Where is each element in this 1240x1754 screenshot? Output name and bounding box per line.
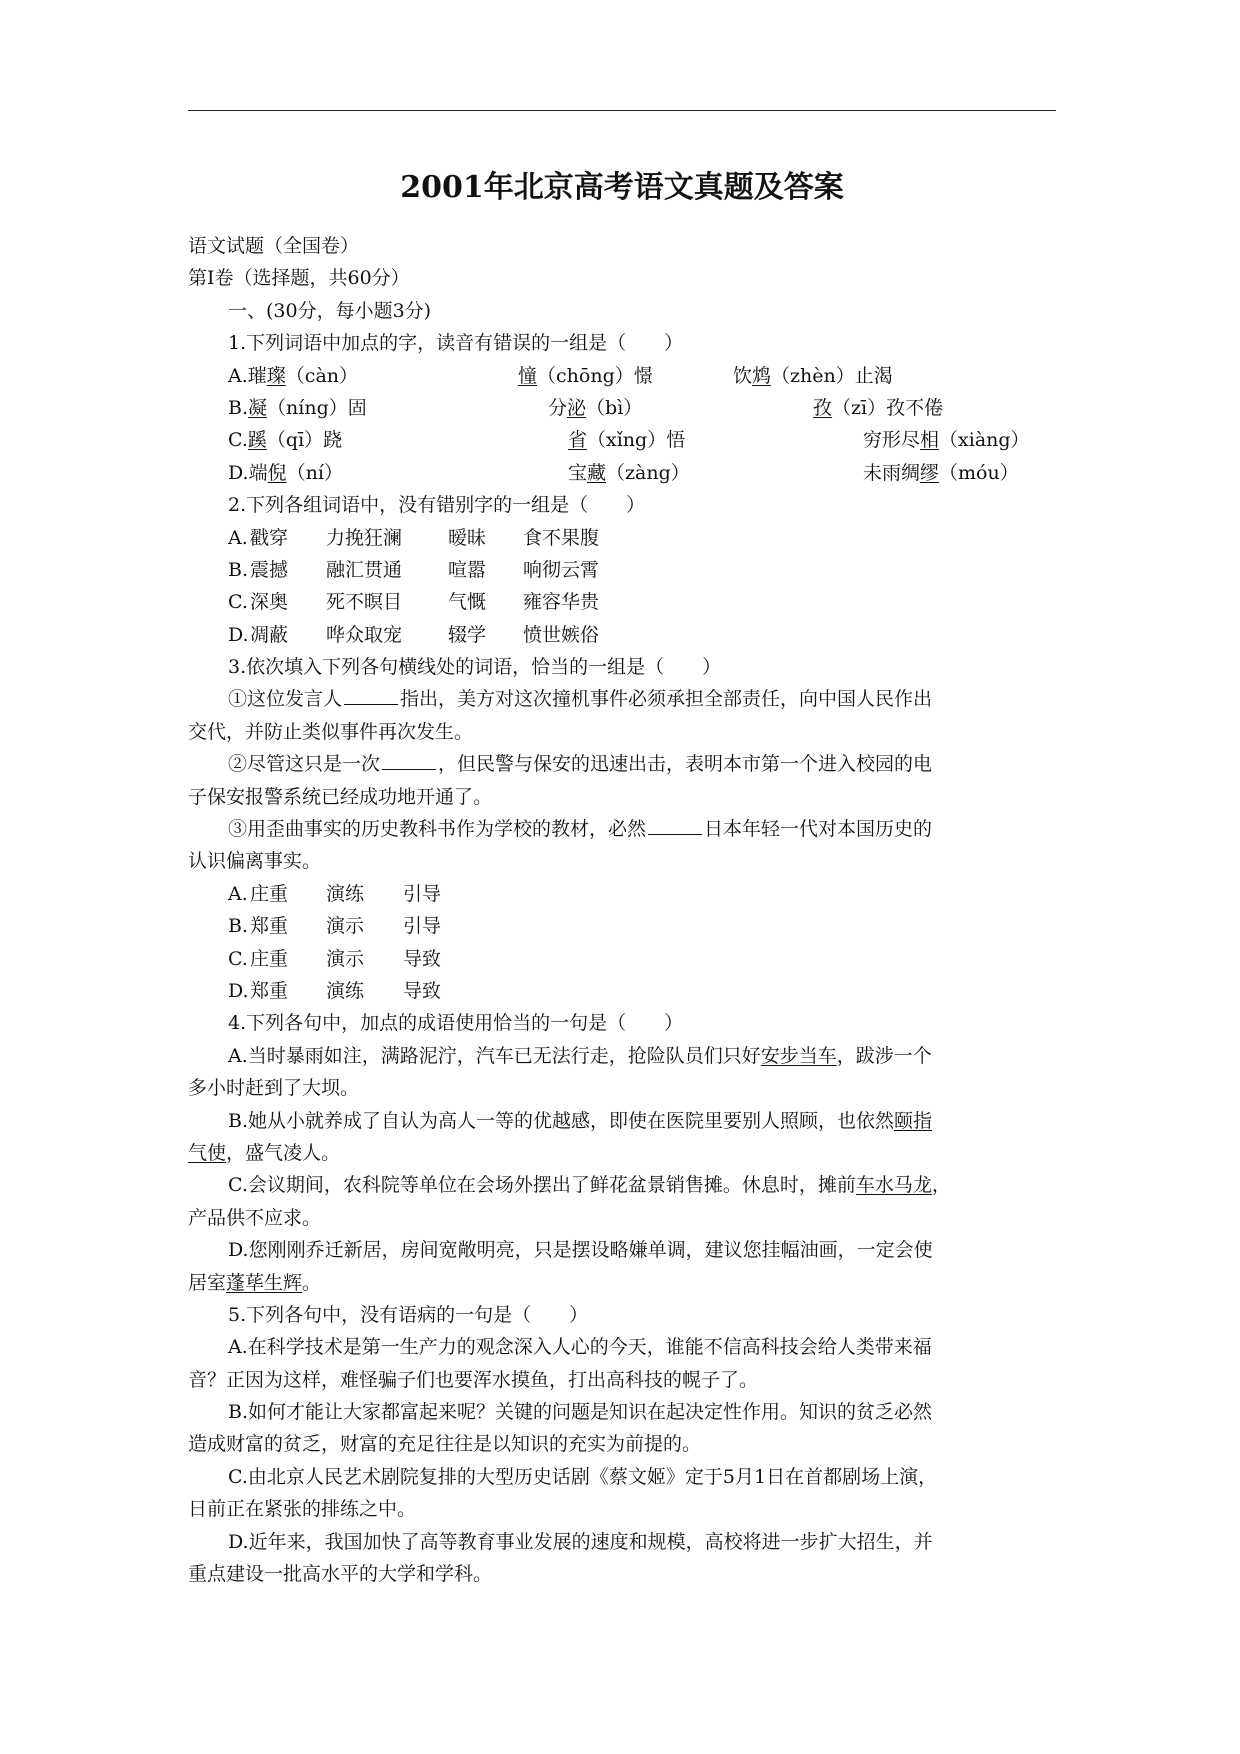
fill-blank <box>382 751 436 770</box>
option-word: 戳穿 <box>250 526 289 549</box>
option-label: A. <box>228 882 248 905</box>
document-body <box>188 230 1056 1590</box>
text-span: 饮 <box>733 364 753 387</box>
question-2-options <box>188 522 1056 652</box>
option-word: 庄重 <box>250 882 289 905</box>
option-term <box>568 457 690 489</box>
option-word: 凋蔽 <box>250 623 289 646</box>
question-1-option-b <box>188 392 1056 424</box>
question-3-option-d <box>188 975 1056 1007</box>
pinyin-reading: （móu） <box>939 461 1019 484</box>
text-span: ，但民警与保安的迅速出击，表明本市第一个进入校园的电 <box>438 753 933 776</box>
question-3-sentence-2 <box>188 748 1056 780</box>
text-span: 穷形尽 <box>863 429 921 452</box>
pinyin-reading: （zhèn）止渴 <box>771 364 893 387</box>
marked-char: 凝 <box>248 396 268 419</box>
pinyin-reading: （chōng）憬 <box>537 364 653 387</box>
pinyin-reading: （níng）固 <box>267 396 367 419</box>
question-1-stem: 1.下列词语中加点的字，读音有错误的一组是（ ） <box>228 332 684 355</box>
question-2-option-b <box>188 554 1056 586</box>
marked-char: 憧 <box>518 364 538 387</box>
text-span: 宝 <box>568 461 588 484</box>
option-word: 哗众取宠 <box>326 623 403 646</box>
option-word: 引导 <box>403 915 442 938</box>
question-3-option-a <box>188 878 1056 910</box>
marked-char: 璨 <box>266 364 286 387</box>
question-5-option-a-cont: 音？正因为这样，难怪骗子们也要浑水摸鱼，打出高科技的幌子了。 <box>188 1368 759 1391</box>
marked-char: 蹊 <box>247 429 267 452</box>
question-3-option-c <box>188 943 1056 975</box>
text-span: ， <box>931 1174 951 1197</box>
option-term <box>733 360 893 392</box>
pinyin-reading: （bì） <box>586 396 643 419</box>
question-4-option-c-cont: 产品供不应求。 <box>188 1206 322 1229</box>
option-word: 引导 <box>403 882 442 905</box>
option-word: 演练 <box>326 979 365 1002</box>
marked-idiom: 气使 <box>188 1141 227 1164</box>
option-label: D. <box>228 623 249 646</box>
option-word: 死不暝目 <box>326 591 403 614</box>
question-5-stem: 5.下列各句中，没有语病的一句是（ ） <box>228 1303 589 1326</box>
question-1-option-d <box>188 457 1056 489</box>
question-2-stem: 2.下列各组词语中，没有错别字的一组是（ ） <box>228 494 646 517</box>
option-word: 响彻云霄 <box>523 558 600 581</box>
question-5-option-c-cont: 日前正在紧张的排练之中。 <box>188 1498 417 1521</box>
option-word: 震撼 <box>250 558 289 581</box>
option-word: 演示 <box>326 947 365 970</box>
option-term <box>228 360 358 392</box>
text-span: ，盛气凌人。 <box>226 1141 341 1164</box>
exam-name: 语文试题（全国卷） <box>188 235 360 257</box>
question-1-options <box>188 360 1056 490</box>
question-4-option-b-cont <box>188 1137 1056 1169</box>
text-span: 璀 <box>247 364 267 387</box>
option-term <box>863 424 1030 456</box>
text-span: 日本年轻一代对本国历史的 <box>704 818 933 841</box>
text-span: 未雨绸 <box>863 461 921 484</box>
option-word: 导致 <box>403 947 442 970</box>
question-4-option-a-cont: 多小时赶到了大坝。 <box>188 1077 360 1100</box>
question-5-option-b-cont: 造成财富的贫乏，财富的充足往往是以知识的充实为前提的。 <box>188 1433 702 1456</box>
option-term <box>228 457 343 489</box>
question-4-stem: 4.下列各句中，加点的成语使用恰当的一句是（ ） <box>228 1012 684 1035</box>
question-3-options <box>188 878 1056 1008</box>
option-word: 庄重 <box>250 947 289 970</box>
question-3-stem: 3.依次填入下列各句横线处的词语，恰当的一组是（ ） <box>228 656 722 679</box>
option-word: 喧嚣 <box>448 558 487 581</box>
option-word: 深奥 <box>250 591 289 614</box>
option-word: 导致 <box>403 979 442 1002</box>
page-title: 2001年北京高考语文真题及答案 <box>400 170 844 205</box>
text-span: B.她从小就养成了自认为高人一等的优越感，即使在医院里要别人照顾，也依然 <box>228 1109 895 1132</box>
pinyin-reading: （qī）跷 <box>266 429 343 452</box>
text-span: 指出，美方对这次撞机事件必须承担全部责任，向中国人民作出 <box>400 688 933 711</box>
option-label: A. <box>228 364 248 387</box>
option-word: 融汇贯通 <box>326 558 403 581</box>
option-label: A. <box>228 526 248 549</box>
option-word: 食不果腹 <box>523 526 600 549</box>
option-label: D. <box>228 461 249 484</box>
option-label: B. <box>228 558 249 581</box>
marked-char: 缪 <box>920 461 940 484</box>
question-5-option-d-cont: 重点建设一批高水平的大学和学科。 <box>188 1563 493 1586</box>
fill-blank <box>648 816 702 835</box>
question-2-option-a <box>188 522 1056 554</box>
option-label: B. <box>228 396 249 419</box>
part-heading: 第Ⅰ卷（选择题，共60分） <box>188 267 410 290</box>
header-rule <box>188 110 1056 111</box>
question-4-option-d: D.您刚刚乔迁新居，房间宽敞明亮，只是摆设略嫌单调，建议您挂幅油画，一定会使 <box>228 1239 933 1262</box>
option-term <box>568 424 685 456</box>
option-term <box>518 360 653 392</box>
option-label: D. <box>228 979 249 1002</box>
question-1-option-c <box>188 424 1056 456</box>
text-span: 居室 <box>188 1271 227 1294</box>
section-heading: 一、(30分，每小题3分) <box>228 299 432 322</box>
question-3-sentence-1 <box>188 683 1056 715</box>
option-label: C. <box>228 429 248 452</box>
text-span: ①这位发言人 <box>228 688 343 711</box>
option-term <box>813 392 943 424</box>
option-label: C. <box>228 591 248 614</box>
text-span: 端 <box>248 461 268 484</box>
text-span: ③用歪曲事实的历史教科书作为学校的教材，必然 <box>228 818 647 841</box>
question-5-option-a: A.在科学技术是第一生产力的观念深入人心的今天，谁能不信高科技会给人类带来福 <box>228 1336 932 1359</box>
fill-blank <box>344 686 398 705</box>
marked-char: 相 <box>920 429 940 452</box>
marked-idiom: 颐指 <box>894 1109 933 1132</box>
question-3-sentence-3-cont: 认识偏离事实。 <box>188 850 322 873</box>
marked-char: 鸩 <box>752 364 772 387</box>
question-3-option-b <box>188 910 1056 942</box>
pinyin-reading: （ní） <box>286 461 343 484</box>
option-term <box>228 392 367 424</box>
marked-char: 藏 <box>587 461 607 484</box>
option-label: C. <box>228 947 248 970</box>
question-2-option-d <box>188 619 1056 651</box>
question-3-sentence-1-cont: 交代，并防止类似事件再次发生。 <box>188 720 474 743</box>
option-word: 演练 <box>326 882 365 905</box>
question-4-option-a <box>188 1040 1056 1072</box>
question-4-option-c <box>188 1169 1056 1201</box>
option-word: 演示 <box>326 915 365 938</box>
option-term <box>548 392 642 424</box>
marked-char: 倪 <box>267 461 287 484</box>
question-5-option-c: C.由北京人民艺术剧院复排的大型历史话剧《蔡文姬》定于5月1日在首都剧场上演， <box>228 1465 938 1488</box>
question-4-option-d-cont <box>188 1267 1056 1299</box>
question-3-sentence-3 <box>188 813 1056 845</box>
question-2-option-c <box>188 586 1056 618</box>
marked-idiom: 车水马龙 <box>855 1174 932 1197</box>
pinyin-reading: （zàng） <box>606 461 690 484</box>
question-4-option-b <box>188 1105 1056 1137</box>
text-span: 分 <box>548 396 568 419</box>
option-word: 雍容华贵 <box>523 591 600 614</box>
pinyin-reading: （càn） <box>285 364 359 387</box>
option-word: 辍学 <box>448 623 487 646</box>
marked-idiom: 蓬荜生辉 <box>226 1271 303 1294</box>
option-word: 郑重 <box>250 979 289 1002</box>
marked-idiom: 安步当车 <box>760 1044 837 1067</box>
text-span: ②尽管这只是一次 <box>228 753 381 776</box>
option-term <box>228 424 342 456</box>
question-3-sentence-2-cont: 子保安报警系统已经成功地开通了。 <box>188 785 493 808</box>
option-word: 愤世嫉俗 <box>523 623 600 646</box>
text-span: C.会议期间，农科院等单位在会场外摆出了鲜花盆景销售摊。休息时，摊前 <box>228 1174 856 1197</box>
option-word: 郑重 <box>250 915 289 938</box>
question-1-option-a <box>188 360 1056 392</box>
text-span: 。 <box>302 1271 322 1294</box>
text-span: A.当时暴雨如注，满路泥泞，汽车已无法行走，抢险队员们只好 <box>228 1044 761 1067</box>
marked-char: 泌 <box>567 396 587 419</box>
question-5-option-b: B.如何才能让大家都富起来呢？关键的问题是知识在起决定性作用。知识的贫乏必然 <box>228 1401 933 1424</box>
option-word: 暧昧 <box>448 526 487 549</box>
option-word: 力挽狂澜 <box>326 526 403 549</box>
pinyin-reading: （xǐng）悟 <box>587 429 686 452</box>
text-span: ，跋涉一个 <box>836 1044 932 1067</box>
marked-char: 省 <box>568 429 588 452</box>
pinyin-reading: （zī）孜不倦 <box>832 396 944 419</box>
option-term <box>863 457 1019 489</box>
marked-char: 孜 <box>813 396 833 419</box>
option-label: B. <box>228 915 249 938</box>
pinyin-reading: （xiàng） <box>939 429 1030 452</box>
question-5-option-d: D.近年来，我国加快了高等教育事业发展的速度和规模，高校将进一步扩大招生，并 <box>228 1530 933 1553</box>
option-word: 气慨 <box>448 591 487 614</box>
